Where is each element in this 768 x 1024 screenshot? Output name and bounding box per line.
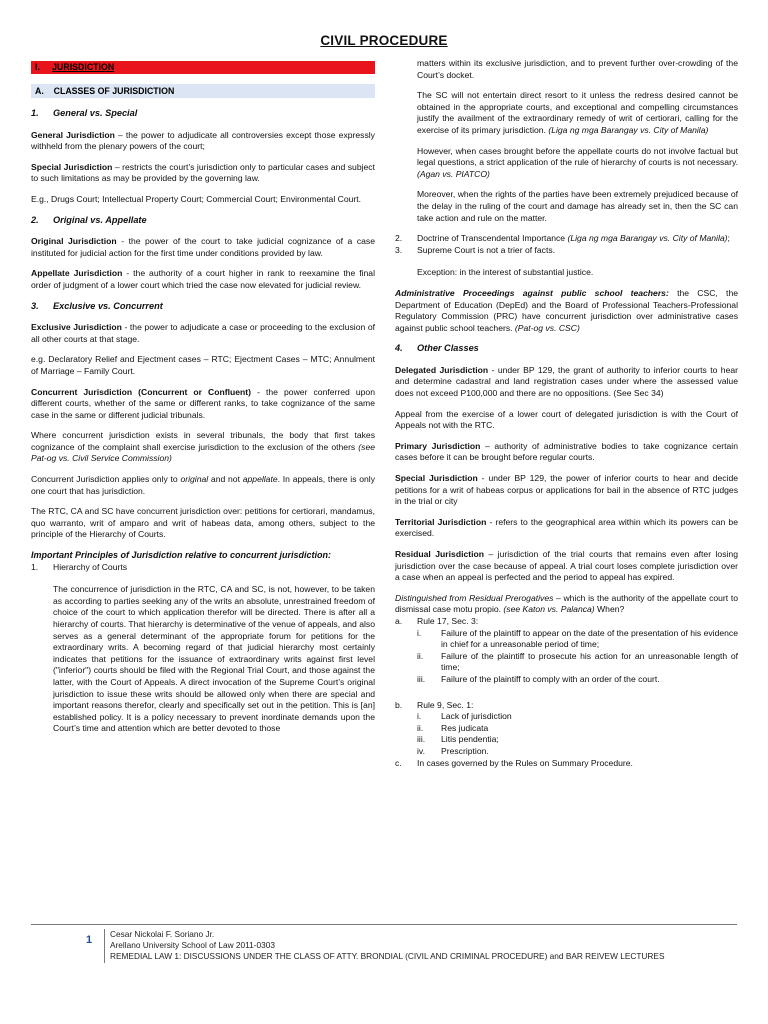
para-special-jurisdiction: Special Jurisdiction – restricts the court’s jurisdiction only to particular cases and subject to such limitations as may be provided by the governing law.	[31, 161, 375, 184]
para-hierarchy-explanation: The concurrence of jurisdiction in the RTC, CA and SC, is not, however, to be taken as according to parties seeking any of the writs an absolute, unrestrained freedom of choice of the court to which application therefor will be directed. There is after all a hierarchy of courts. That hierarchy is determinative of the venue of appeals, and also serves as a general determinant of the appropriate forum for petitions for the extraordinary writs. A becoming regard of that judicial hierarchy most certainly indicates that petitions for the issuance of extraordinary writs against first level ("inferior") courts should be filed with the Regional Trial Court, and those against the latter, with the Court of Appeals. A direct invocation of the Supreme Court’s original jurisdiction to issue these writs should be allowed only when there are special and important reasons therefor, clearly and specifically set out in the petition. This is [an] established policy. It is a policy necessary to prevent inordinate demands upon the Court’s time and attention which are better devoted to those	[53, 584, 375, 734]
para-moreover: Moreover, when the rights of the parties have been extremely prejudiced because of the delay in the ruling of the court and damage has already set in, then the SC can take action and rule on the matter.	[417, 189, 738, 223]
para-exception: Exception: in the interest of substantial justice.	[417, 267, 594, 278]
heading-general-vs-special: 1. General vs. Special	[31, 108, 138, 118]
para-delegated-jurisdiction: Delegated Jurisdiction - under BP 129, the grant of authority to inferior courts to hear and determine cadastral and land registration cases under where the assessed value does not exceed P100,000 and there are no oppositions. (See Sec 34)	[395, 364, 738, 399]
footer-course: REMEDIAL LAW 1: DISCUSSIONS UNDER THE CLASS OF ATTY. BRONDIAL (CIVIL AND CRIMINAL PROCEDURE) and BAR REIVEW LECTURES	[110, 951, 665, 961]
footer-school: Arellano University School of Law 2011-0303	[110, 940, 275, 950]
list-subitem: iii. Failure of the plaintiff to comply with an order of the court.	[417, 673, 660, 684]
page-number: 1	[86, 934, 93, 946]
subsection-heading-classes	[31, 84, 375, 98]
para-rtc-ca-sc: The RTC, CA and SC have concurrent jurisdiction over: petitions for certiorari, mandamus, quo warranto, writ of amparo and writ of habeas data, among others, subject to the principle of the Hierarchy of Courts.	[31, 506, 375, 540]
heading-important-principles: Important Principles of Jurisdiction relative to concurrent jurisdiction:	[31, 550, 332, 561]
para-exclusive-jurisdiction: Exclusive Jurisdiction - the power to adjudicate a case or proceeding to the exclusion of all other courts at that stage.	[31, 322, 375, 344]
para-appeal-delegated: Appeal from the exercise of a lower court of delegated jurisdiction is with the Court of Appeals not with the RTC.	[395, 408, 738, 431]
footer-divider	[31, 924, 737, 925]
para-example-courts: E.g., Drugs Court; Intellectual Property Court; Commercial Court; Environmental Court.	[31, 193, 362, 204]
para-residual-jurisdiction: Residual Jurisdiction – jurisdiction of the trial courts that remains even after losing jurisdiction over the case because of appeal. A trial court loses complete jurisdiction over a case when an appeal is perfected and the period to appeal has expired.	[395, 549, 738, 583]
list-item-summary-procedure: c. In cases governed by the Rules on Summary Procedure.	[395, 757, 633, 768]
list-item-transcendental: 2. Doctrine of Transcendental Importance (Liga ng mga Barangay vs. City of Manila);	[395, 233, 730, 244]
footer	[110, 929, 664, 962]
para-concurrent-tribunals: Where concurrent jurisdiction exists in several tribunals, the body that first takes cognizance of the complaint shall exercise jurisdiction to the exclusion of the others (see Pat-og vs. Civil Service Commission)	[31, 430, 375, 464]
subsection-letter: A.	[35, 86, 44, 96]
para-concurrent-jurisdiction: Concurrent Jurisdiction (Concurrent or Confluent) - the power conferred upon different courts, whether of the same or different ranks, to take cognizance of the same case in the same or different judicial tribunals.	[31, 386, 375, 420]
para-continued: matters within its exclusive jurisdiction, and to prevent further over-crowding of the Court’s docket.	[417, 58, 738, 80]
para-territorial-jurisdiction: Territorial Jurisdiction - refers to the geographical area within which its powers can be exercised.	[395, 516, 738, 539]
list-subitem: i. Lack of jurisdiction	[417, 711, 512, 722]
list-subitem: ii. Res judicata	[417, 722, 489, 733]
subsection-title: CLASSES OF JURISDICTION	[53, 86, 175, 96]
list-subitem: iv. Prescription.	[417, 745, 489, 756]
para-sc-direct-resort: The SC will not entertain direct resort to it unless the redress desired cannot be obtained in the appropriate courts, and exceptional and compelling circumstances justify the availment of the extraordinary remedy of writ of certiorari, calling for the exercise of its primary jurisdiction. (Liga ng mga Barangay vs. City of Manila)	[417, 90, 738, 135]
heading-other-classes: 4. Other Classes	[395, 343, 479, 354]
para-example-cases: e.g. Declaratory Relief and Ejectment cases – RTC; Ejectment Cases – MTC; Annulment of Marriage – Family Court.	[31, 354, 375, 376]
para-primary-jurisdiction: Primary Jurisdiction – authority of administrative bodies to take cognizance certain cases before it can be brought before regular courts.	[395, 440, 738, 463]
section-title: JURISDICTION	[52, 62, 115, 72]
list-subitem: ii. Failure of the plaintiff to prosecute his action for an unreasonable length of time;	[417, 650, 738, 673]
heading-exclusive-vs-concurrent: 3. Exclusive vs. Concurrent	[31, 300, 163, 311]
section-number: I.	[35, 62, 40, 72]
left-column	[31, 58, 375, 744]
list-item-trier-of-facts: 3. Supreme Court is not a trier of facts.	[395, 244, 556, 255]
para-special-jurisdiction-bp129: Special Jurisdiction - under BP 129, the power of inferior courts to hear and decide petitions for a writ of habeas corpus or applications for bail in the absence of RTC judges in the trial or city	[395, 473, 739, 507]
para-however: However, when cases brought before the appellate courts do not involve factual but legal questions, a strict application of the rule of hierarchy of courts is not necessary. (Agan vs. PIATCO)	[417, 145, 738, 179]
list-item-hierarchy: 1. Hierarchy of Courts	[31, 561, 128, 572]
para-original-jurisdiction: Original Jurisdiction - the power of the court to take judicial cognizance of a case instituted for judicial action for the first time under conditions provided by law.	[31, 236, 375, 258]
page-title: CIVIL PROCEDURE	[320, 33, 448, 48]
heading-original-vs-appellate: 2. Original vs. Appellate	[31, 214, 147, 225]
right-column	[395, 58, 738, 769]
footer-separator	[104, 929, 105, 963]
para-concurrent-applies: Concurrent Jurisdiction applies only to original and not appellate. In appeals, there is only one court that has jurisdiction.	[31, 474, 376, 496]
list-subitem: iii. Litis pendentia;	[417, 734, 499, 745]
section-heading-jurisdiction	[31, 61, 375, 74]
para-residual-prerogatives: Distinguished from Residual Prerogatives – which is the authority of the appellate court to dismissal case motu propio. (see Katon vs. Palanca) When?	[395, 592, 738, 615]
footer-author: Cesar Nickolai F. Soriano Jr.	[110, 929, 215, 939]
list-subitem: i. Failure of the plaintiff to appear on the date of the presentation of his evidence in chief for a unreasonable period of time;	[417, 627, 739, 650]
list-item-rule-17: a. Rule 17, Sec. 3:	[395, 615, 479, 626]
para-admin-proceedings: Administrative Proceedings against public school teachers: the CSC, the Department of Education (DepEd) and the Board of Professional Teachers-Professional Regulatory Commission (PRC) have concurrent jurisdiction over administrative cases against public school teachers. (Pat-og vs. CSC)	[395, 287, 738, 333]
para-general-jurisdiction: General Jurisdiction – the power to adjudicate all controversies except those expressly withheld from the plenary powers of the court;	[31, 129, 375, 152]
list-item-rule-9: b. Rule 9, Sec. 1:	[395, 699, 474, 710]
para-appellate-jurisdiction: Appellate Jurisdiction - the authority of a court higher in rank to reexamine the final order of judgment of a lower court which tried the case now elevated for judicial review.	[31, 268, 375, 290]
